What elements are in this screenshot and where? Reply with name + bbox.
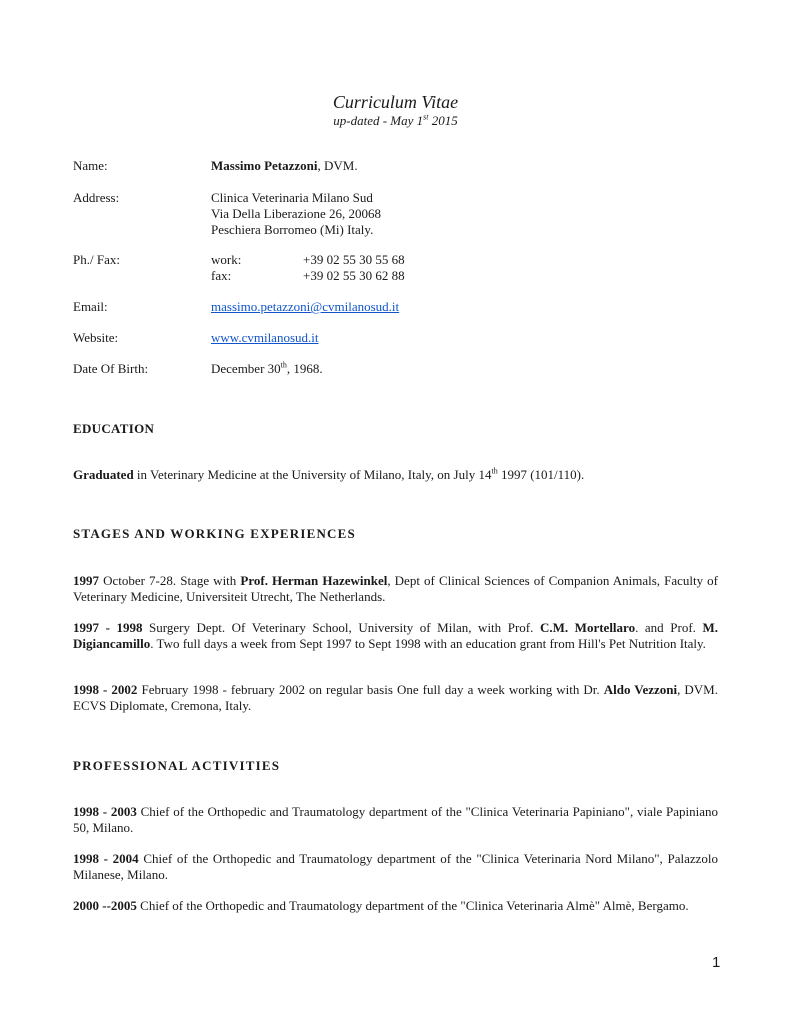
stage-entry xyxy=(73,682,718,714)
education-sup: th xyxy=(491,466,498,476)
name-suffix: , DVM. xyxy=(317,158,358,173)
address-line: Via Della Liberazione 26, 20068 xyxy=(211,206,381,221)
stage-text: Surgery Dept. Of Veterinary School, University of Milan, with Prof. xyxy=(142,620,540,635)
fax-type: fax: xyxy=(211,268,232,283)
page-number: 1 xyxy=(712,954,721,971)
stage-entry xyxy=(73,573,718,605)
stage-text: February 1998 - february 2002 on regular basis One full day a week working with Dr. xyxy=(137,682,604,697)
phone-type: work: xyxy=(211,252,242,267)
education-text-end: 1997 (101/110). xyxy=(497,467,585,482)
subtitle-prefix: up-dated - May 1 xyxy=(333,113,424,128)
stages-heading: STAGES AND WORKING EXPERIENCES xyxy=(73,526,356,541)
website-link[interactable]: www.cvmilanosud.it xyxy=(211,330,319,345)
professional-text: Chief of the Orthopedic and Traumatology department of the "Clinica Veterinaria Nord Milano", Palazzolo Milanese, Milano. xyxy=(73,851,718,882)
professional-year: 1998 - 2004 xyxy=(73,851,139,866)
phone-number: +39 02 55 30 55 68 xyxy=(303,252,405,267)
name-label: Name: xyxy=(73,158,108,173)
stage-person: C.M. Mortellaro xyxy=(539,620,636,635)
subtitle-sup: st xyxy=(423,112,429,122)
dob-value xyxy=(211,361,323,377)
document-title: Curriculum Vitae xyxy=(332,92,459,112)
education-bold: Graduated xyxy=(73,467,134,482)
stage-text: , DVM. ECVS Diplomate, Cremona, Italy. xyxy=(73,682,718,713)
stage-text: , Dept of Clinical Sciences of Companion Animals, Faculty of Veterinary Medicine, Universiteit Utrecht, The Netherlands. xyxy=(73,573,719,604)
address-line: Clinica Veterinaria Milano Sud xyxy=(211,190,373,205)
address-line: Peschiera Borromeo (Mi) Italy. xyxy=(211,222,374,237)
education-text: in Veterinary Medicine at the University of Milano, Italy, on July 14 xyxy=(133,467,492,482)
fax-number: +39 02 55 30 62 88 xyxy=(303,268,405,283)
dob-suffix: , 1968. xyxy=(286,361,323,376)
stage-text: October 7-28. Stage with xyxy=(99,573,241,588)
professional-entry xyxy=(73,851,718,883)
dob-label: Date Of Birth: xyxy=(73,361,149,376)
professional-year: 1998 - 2003 xyxy=(73,804,137,819)
stage-year: 1998 - 2002 xyxy=(73,682,138,697)
dob-sup: th xyxy=(280,360,287,370)
professional-entry xyxy=(73,898,718,914)
email-link[interactable]: massimo.petazzoni@cvmilanosud.it xyxy=(211,299,400,314)
stage-text: . Two full days a week from Sept 1997 to Sept 1998 with an education grant from Hill's Pet Nutrition Italy. xyxy=(150,636,706,651)
education-entry xyxy=(73,467,718,483)
website-label: Website: xyxy=(73,330,119,345)
professional-text: Chief of the Orthopedic and Traumatology department of the "Clinica Veterinaria Almè" Almè, Bergamo. xyxy=(136,898,689,913)
dob-prefix: December 30 xyxy=(211,361,281,376)
stage-year: 1997 xyxy=(73,573,99,588)
professional-entry xyxy=(73,804,718,836)
address-label: Address: xyxy=(73,190,120,205)
name-value xyxy=(211,158,358,174)
stage-person: M. Digiancamillo xyxy=(73,620,718,651)
document-subtitle xyxy=(0,113,791,129)
email-label: Email: xyxy=(73,299,108,314)
stage-text: . and Prof. xyxy=(635,620,703,635)
phone-label: Ph./ Fax: xyxy=(73,252,120,267)
education-heading: EDUCATION xyxy=(73,421,155,436)
professional-year: 2000 --2005 xyxy=(73,898,137,913)
professional-heading: PROFESSIONAL ACTIVITIES xyxy=(73,758,281,773)
name-bold: Massimo Petazzoni xyxy=(211,158,318,173)
stage-entry xyxy=(73,620,718,652)
subtitle-suffix: 2015 xyxy=(428,113,458,128)
stage-person: Aldo Vezzoni xyxy=(603,682,678,697)
stage-year: 1997 - 1998 xyxy=(73,620,143,635)
professional-text: Chief of the Orthopedic and Traumatology department of the "Clinica Veterinaria Papiniano", viale Papiniano 50, Milano. xyxy=(73,804,718,835)
stage-person: Prof. Herman Hazewinkel xyxy=(240,573,388,588)
